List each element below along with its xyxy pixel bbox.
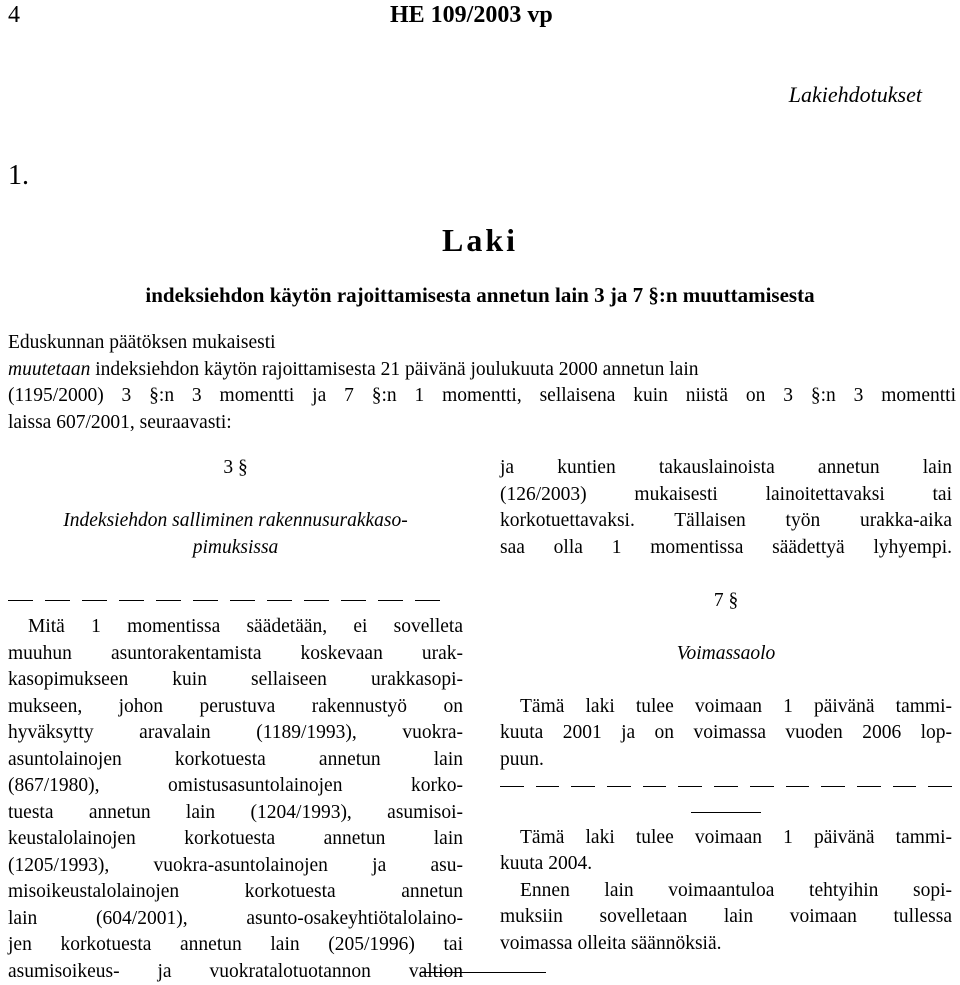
separator-rule xyxy=(691,812,761,813)
enacting-clause xyxy=(8,330,956,436)
body-line: muksiin sovelletaan lain voimaan tullessa xyxy=(500,904,952,931)
section-3-title: Indeksiehdon salliminen rakennusurakkaso- xyxy=(8,508,463,535)
body-line: (1205/1993), vuokra-asuntolainojen ja asu- xyxy=(8,853,463,880)
section-3-heading: 3 § xyxy=(8,455,463,482)
body-line: Mitä 1 momentissa säädetään, ei sovelleta xyxy=(8,614,463,641)
end-rule xyxy=(420,972,546,973)
body-line: asuntolainojen korkotuesta annetun lain xyxy=(8,747,463,774)
body-line: kuuta 2004. xyxy=(500,851,952,878)
intro-line-rest: indeksiehdon käytön rajoittamisesta 21 päivänä joulukuuta 2000 annetun lain xyxy=(90,359,698,380)
right-column xyxy=(500,455,952,957)
section-7-heading: 7 § xyxy=(500,588,952,615)
body-line: keustalolainojen korkotuesta annetun lain xyxy=(8,826,463,853)
body-line: saa olla 1 momentissa säädettyä lyhyempi. xyxy=(500,535,952,562)
section-7-title: Voimassaolo xyxy=(500,641,952,668)
body-line: hyväksytty aravalain (1189/1993), vuokra- xyxy=(8,720,463,747)
intro-line xyxy=(8,357,956,384)
section-3-title: pimuksissa xyxy=(8,535,463,562)
omission-dashes xyxy=(500,773,952,800)
body-line: muuhun asuntorakentamista koskevaan urak- xyxy=(8,641,463,668)
body-line: voimassa olleita säännöksiä. xyxy=(500,931,952,958)
document-reference: HE 109/2003 vp xyxy=(390,2,553,29)
intro-line: laissa 607/2001, seuraavasti: xyxy=(8,410,956,437)
page-number: 4 xyxy=(8,2,20,29)
body-line: korkotuettavaksi. Tällaisen työn urakka-aika xyxy=(500,508,952,535)
body-line: kuuta 2001 ja on voimassa vuoden 2006 lop- xyxy=(500,720,952,747)
intro-line: (1195/2000) 3 §:n 3 momentti ja 7 §:n 1 momentti, sellaisena kuin niistä on 3 §:n 3 momentti xyxy=(8,383,956,410)
intro-line: Eduskunnan päätöksen mukaisesti xyxy=(8,330,956,357)
body-line: asumisoikeus- ja vuokratalotuotannon valtion xyxy=(8,959,463,985)
body-line: tuesta annetun lain (1204/1993), asumisoi- xyxy=(8,800,463,827)
law-title: Laki xyxy=(0,222,960,259)
body-line: kasopimukseen kuin sellaiseen urakkasopi- xyxy=(8,667,463,694)
intro-emphasis: muutetaan xyxy=(8,359,90,380)
body-line: misoikeustalolainojen korkotuesta annetun xyxy=(8,879,463,906)
body-line: (867/1980), omistusasuntolainojen korko- xyxy=(8,773,463,800)
body-line: puun. xyxy=(500,747,952,774)
body-line: mukseen, johon perustuva rakennustyö on xyxy=(8,694,463,721)
left-column xyxy=(8,455,463,985)
omission-dashes xyxy=(8,588,463,615)
section-label: Lakiehdotukset xyxy=(789,82,922,108)
body-line: lain (604/2001), asunto-osakeyhtiötalolaino- xyxy=(8,906,463,933)
body-line: Tämä laki tulee voimaan 1 päivänä tammi- xyxy=(500,694,952,721)
law-subtitle: indeksiehdon käytön rajoittamisesta annetun lain 3 ja 7 §:n muuttamisesta xyxy=(0,283,960,308)
body-line: jen korkotuesta annetun lain (205/1996) tai xyxy=(8,932,463,959)
body-line: Tämä laki tulee voimaan 1 päivänä tammi- xyxy=(500,825,952,852)
body-line: (126/2003) mukaisesti lainoitettavaksi tai xyxy=(500,482,952,509)
proposal-number: 1. xyxy=(8,160,29,192)
body-line: ja kuntien takauslainoista annetun lain xyxy=(500,455,952,482)
body-line: Ennen lain voimaantuloa tehtyihin sopi- xyxy=(500,878,952,905)
